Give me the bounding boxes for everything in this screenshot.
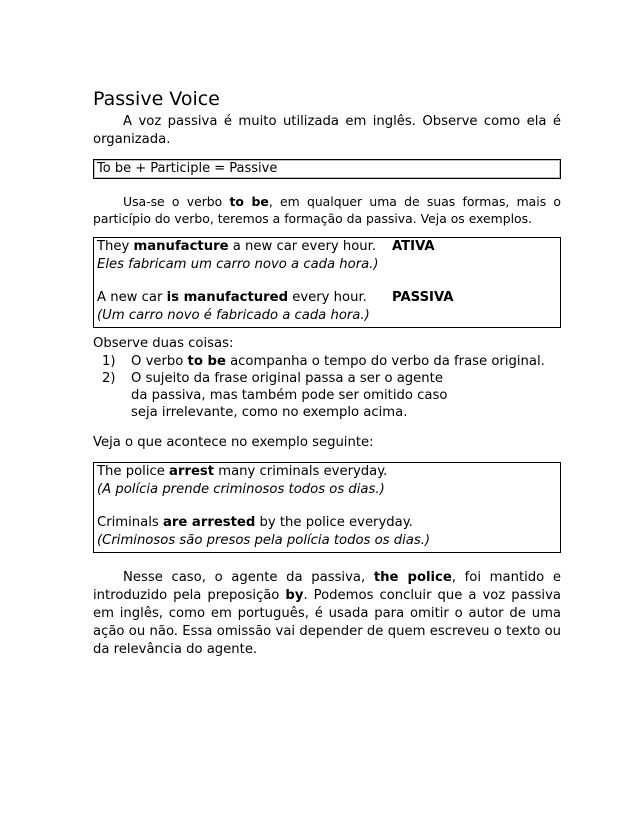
- list-text-pre: O sujeito da frase original passa a ser o agente da passiva, mas também pode ser omitido caso seja irrelevante, como no exemplo acima.: [131, 371, 448, 420]
- conclusion-text-3: . Podemos concluir que a voz passiva em inglês, como em português, é usada para omitir o autor de uma ação ou não. Essa omissão vai depender de quem escreveu o texto ou da relevância do agente.: [93, 588, 561, 657]
- conclusion-bold-2: by: [285, 588, 304, 603]
- page-title: Passive Voice: [93, 88, 220, 110]
- passive2-verb: are arrested: [162, 515, 256, 530]
- active-verb: manufacture: [133, 239, 229, 254]
- active-sentence-2: [97, 463, 557, 481]
- conclusion-text-1: Nesse caso, o agente da passiva,: [123, 570, 374, 585]
- list-text-bold: to be: [187, 354, 226, 369]
- passive-pre: A new car: [97, 290, 167, 305]
- active2-post: many criminals everyday.: [214, 464, 388, 479]
- document-page: [93, 88, 561, 659]
- spacer: [93, 421, 561, 434]
- list-number: 2): [102, 371, 116, 386]
- usage-text-pre: Usa-se o verbo: [123, 194, 230, 209]
- usage-text-post: , em qualquer uma de suas formas, mais o particípio do verbo, teremos a formação da passiva. Veja os exemplos.: [93, 194, 561, 226]
- active-pre: They: [97, 239, 134, 254]
- active-translation: Eles fabricam um carro novo a cada hora.): [97, 257, 379, 272]
- active-sentence-row: [97, 238, 557, 256]
- usage-paragraph: [93, 193, 561, 227]
- list-number: 1): [102, 354, 116, 369]
- active2-pre: The police: [97, 464, 170, 479]
- example-gap: [97, 274, 557, 289]
- list-text-pre: O verbo: [131, 354, 188, 369]
- passive2-post: by the police everyday.: [255, 515, 413, 530]
- usage-text-bold: to be: [229, 194, 269, 209]
- passive-sentence-row: [97, 289, 557, 307]
- passive-sentence: [97, 289, 392, 307]
- list-text: [131, 353, 561, 370]
- passive-post: every hour.: [288, 290, 367, 305]
- example-box-2: [93, 462, 561, 553]
- example-box-1: [93, 237, 561, 328]
- list-text: [131, 370, 561, 421]
- passive2-pre: Criminals: [97, 515, 163, 530]
- list-text-post: acompanha o tempo do verbo da frase original.: [225, 354, 545, 369]
- intro-paragraph: A voz passiva é muito utilizada em inglês. Observe como ela é organizada.: [93, 114, 561, 147]
- conclusion-text-2: , foi mantido e introduzido pela preposição: [93, 570, 561, 603]
- active2-verb: arrest: [169, 464, 215, 479]
- passive-verb: is manufactured: [166, 290, 289, 305]
- active-post: a new car every hour.: [228, 239, 377, 254]
- list-item: [93, 353, 561, 370]
- formula-box: To be + Participle = Passive: [93, 159, 561, 179]
- passive-translation-2: (Criminosos são presos pela polícia todos os dias.): [97, 533, 431, 548]
- observe-list: [93, 353, 561, 421]
- active-tag: ATIVA: [392, 239, 435, 254]
- active-sentence: [97, 238, 392, 256]
- passive-sentence-2: [97, 514, 557, 532]
- passive-translation: (Um carro novo é fabricado a cada hora.): [97, 308, 370, 323]
- conclusion-paragraph: [93, 569, 561, 659]
- next-intro: Veja o que acontece no exemplo seguinte:: [93, 435, 374, 450]
- conclusion-bold-1: the police: [373, 570, 452, 585]
- example-gap: [97, 499, 557, 514]
- list-item: [93, 370, 561, 421]
- observe-heading: Observe duas coisas:: [93, 336, 234, 351]
- passive-tag: PASSIVA: [392, 290, 454, 305]
- active-translation-2: (A polícia prende criminosos todos os dias.): [97, 482, 385, 497]
